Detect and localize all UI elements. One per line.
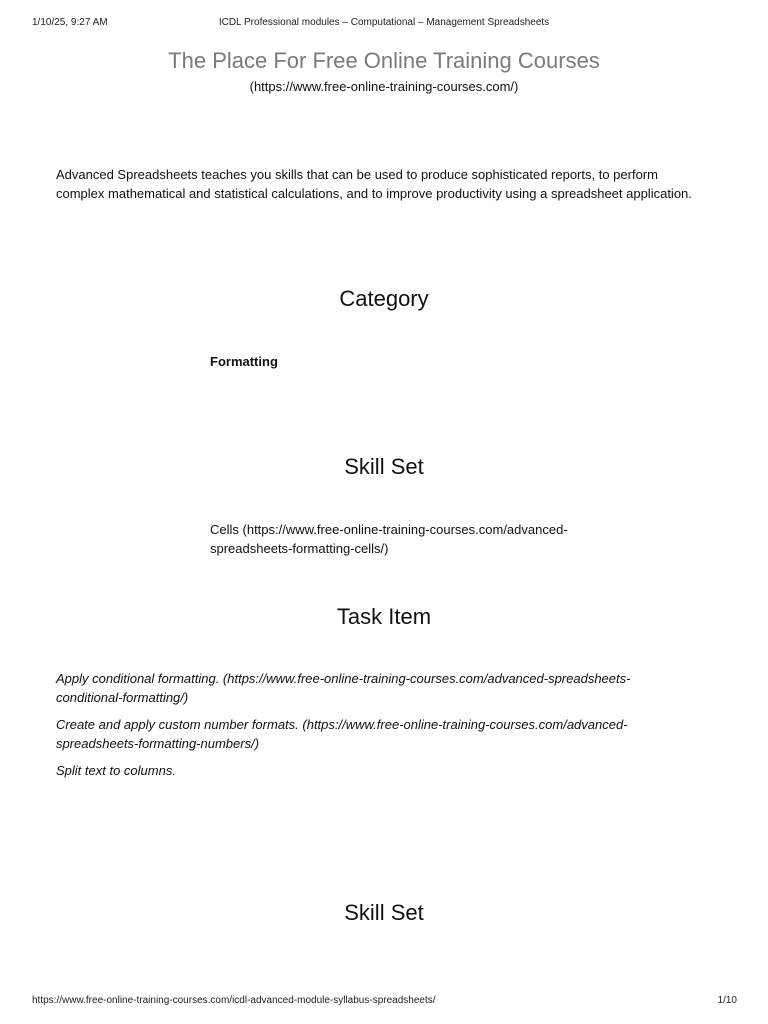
print-header-title: ICDL Professional modules – Computational – Management Spreadsheets [218, 17, 550, 28]
task-item-heading: Task Item [336, 604, 432, 629]
intro-paragraph: Advanced Spreadsheets teaches you skills that can be used to produce sophisticated reports, to perform complex mathematical and statistical calculations, and to improve productivity using a spreadsheet application. [56, 167, 692, 201]
site-url: (https://www.free-online-training-courses.com/) [249, 79, 519, 94]
print-footer-page-number: 1/10 [717, 995, 737, 1006]
skill-set-heading-2: Skill Set [344, 900, 424, 925]
print-header-datetime: 1/10/25, 9:27 AM [32, 17, 108, 28]
skill-set-heading: Skill Set [344, 454, 424, 479]
task-item-split-text: Split text to columns. [56, 763, 176, 778]
category-heading: Category [339, 286, 429, 311]
task-item-custom-number-formats[interactable]: Create and apply custom number formats. (https://www.free-online-training-courses.com/advanced-spreadsheets-formatting-numbers/) [56, 717, 628, 751]
site-title-link[interactable]: The Place For Free Online Training Courses [168, 48, 600, 73]
print-footer-url: https://www.free-online-training-courses.com/icdl-advanced-module-syllabus-spreadsheets/ [32, 995, 436, 1006]
skill-set-link-cells[interactable]: Cells (https://www.free-online-training-courses.com/advanced-spreadsheets-formatting-cells/) [210, 522, 568, 556]
task-item-conditional-formatting[interactable]: Apply conditional formatting. (https://www.free-online-training-courses.com/advanced-spreadsheets-conditional-formatting/) [56, 671, 631, 705]
category-value: Formatting [210, 354, 278, 369]
